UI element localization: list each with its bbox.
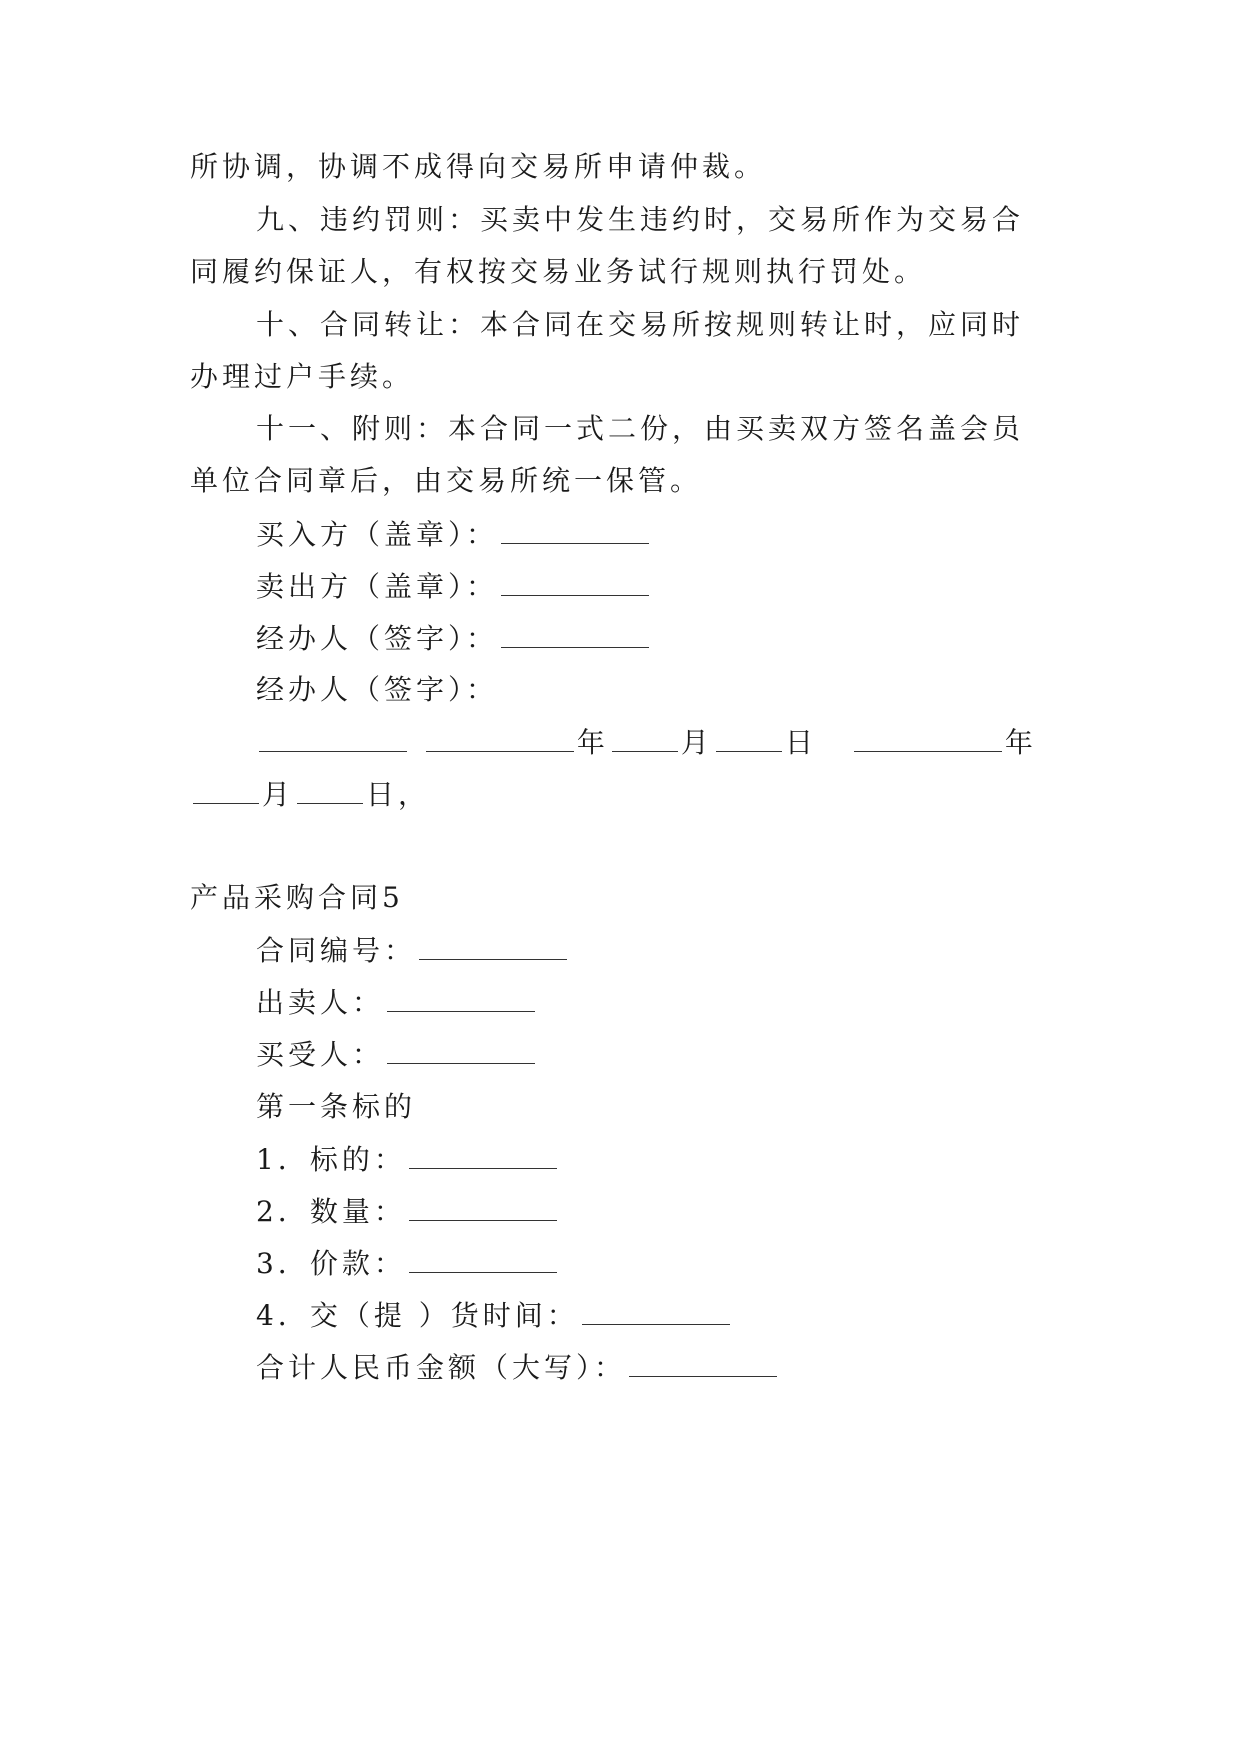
paragraph-line: 九、违约罚则：买卖中发生违约时，交易所作为交易合	[256, 203, 1025, 236]
field-buyer	[256, 1037, 1116, 1072]
buyer-blank	[387, 1037, 535, 1064]
paragraph-line: 办理过户手续。	[190, 360, 415, 393]
seller-label: 出卖人：	[256, 986, 385, 1019]
field-item2	[256, 1194, 1116, 1229]
field-contract-no	[256, 933, 1116, 968]
section-title: 产品采购合同5	[190, 881, 404, 914]
year2-label: 年	[1004, 726, 1037, 759]
signature-seller-label: 卖出方（盖章）：	[256, 570, 499, 603]
buyer-label: 买受人：	[256, 1038, 385, 1071]
paragraph-line: 同履约保证人，有权按交易业务试行规则执行罚处。	[190, 255, 927, 288]
month-blank	[612, 725, 678, 752]
signature-agent2-line	[256, 673, 1116, 707]
article-1-heading: 第一条标的	[256, 1090, 417, 1123]
year2-blank	[854, 725, 1002, 752]
signature-seller-line	[256, 569, 1116, 604]
signature-buyer-line	[256, 517, 1116, 552]
field-item3	[256, 1246, 1116, 1281]
year-blank	[426, 725, 574, 752]
signature-agent2-label: 经办人（签字）：	[256, 673, 499, 706]
paragraph-line: 十一、附则：本合同一式二份，由买卖双方签名盖会员	[256, 412, 1025, 445]
day2-blank	[297, 777, 363, 804]
day2-label: 日，	[366, 778, 431, 811]
signature-buyer-label: 买入方（盖章）：	[256, 518, 499, 551]
field-total	[256, 1350, 1116, 1385]
item1-label: 1．标的：	[256, 1143, 406, 1176]
total-label: 合计人民币金额（大写）：	[256, 1351, 627, 1384]
month-label: 月	[680, 726, 713, 759]
date-line-1	[256, 725, 1116, 760]
item2-label: 2．数量：	[256, 1195, 406, 1228]
signature-agent1-blank	[501, 621, 649, 648]
contract-no-blank	[419, 933, 567, 960]
date-blank	[259, 725, 407, 752]
paragraph-line: 所协调，协调不成得向交易所申请仲裁。	[190, 150, 767, 183]
field-item1	[256, 1142, 1116, 1177]
item3-blank	[409, 1246, 557, 1273]
field-seller	[256, 985, 1116, 1020]
item4-label: 4．交（提 ）货时间：	[256, 1299, 579, 1332]
day-blank	[716, 725, 782, 752]
field-item4	[256, 1298, 1116, 1333]
contract-no-label: 合同编号：	[256, 934, 417, 967]
item1-blank	[409, 1142, 557, 1169]
total-blank	[629, 1350, 777, 1377]
day-label: 日	[784, 726, 817, 759]
signature-agent1-line	[256, 621, 1116, 656]
signature-buyer-blank	[501, 517, 649, 544]
item2-blank	[409, 1194, 557, 1221]
month2-blank	[193, 777, 259, 804]
year-label: 年	[576, 726, 609, 759]
signature-agent1-label: 经办人（签字）：	[256, 622, 499, 655]
paragraph-line: 十、合同转让：本合同在交易所按规则转让时，应同时	[256, 308, 1025, 341]
item4-blank	[582, 1298, 730, 1325]
paragraph-line: 单位合同章后，由交易所统一保管。	[190, 464, 703, 497]
seller-blank	[387, 985, 535, 1012]
month2-label: 月	[262, 778, 295, 811]
item3-label: 3．价款：	[256, 1247, 406, 1280]
date-line-2	[190, 777, 1050, 812]
signature-seller-blank	[501, 569, 649, 596]
